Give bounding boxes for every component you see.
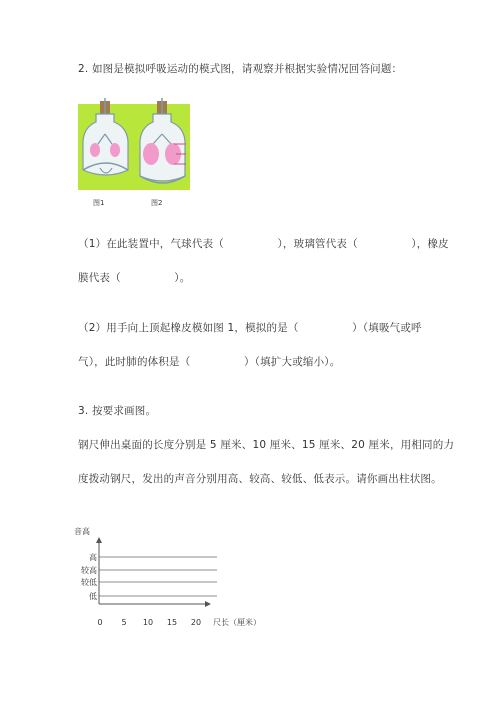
figure1-caption: 图1 bbox=[93, 199, 105, 207]
x-tick-label: 0 bbox=[97, 618, 103, 627]
x-axis-label: 尺长（厘米） bbox=[213, 618, 261, 627]
q3-title: 3. 按要求画图。 bbox=[78, 405, 157, 417]
y-level-label: 较高 bbox=[81, 566, 97, 575]
x-tick-label: 5 bbox=[121, 618, 127, 627]
figure2-caption: 图2 bbox=[151, 199, 163, 207]
breathing-model-figure bbox=[78, 98, 190, 193]
q2-sub1-line1: （1）在此装置中，气球代表（ ），玻璃管代表（ ），橡皮 bbox=[78, 238, 449, 250]
lung-balloon-right-1 bbox=[110, 143, 120, 157]
lung-balloon-left-2 bbox=[143, 143, 159, 165]
x-tick-label: 20 bbox=[190, 618, 202, 627]
y-level-label: 高 bbox=[89, 553, 97, 562]
q3-para-line1: 钢尺伸出桌面的长度分别是 5 厘米、10 厘米、15 厘米、20 厘米，用相同的力 bbox=[78, 439, 455, 451]
q2-sub2-line2: 气），此时肺的体积是（ ）（填扩大或缩小）。 bbox=[78, 356, 341, 368]
q2-title: 2. 如图是模拟呼吸运动的模式图，请观察并根据实验情况回答问题： bbox=[78, 63, 403, 75]
lung-balloon-left-1 bbox=[90, 143, 100, 157]
q3-para-line2: 度拨动钢尺，发出的声音分别用高、较高、较低、低表示。请你画出柱状图。 bbox=[78, 473, 442, 485]
q2-sub2-line1: （2）用手向上顶起橡皮模如图 1，模拟的是（ ）（填吸气或呼 bbox=[78, 322, 422, 334]
y-axis-label: 音高 bbox=[74, 527, 90, 536]
bar-chart bbox=[70, 522, 280, 632]
x-tick-label: 10 bbox=[142, 618, 154, 627]
q2-sub1-line2: 膜代表（ ）。 bbox=[78, 272, 191, 284]
y-level-label: 低 bbox=[89, 592, 97, 601]
chart-svg bbox=[70, 522, 280, 632]
x-tick-label: 15 bbox=[166, 618, 178, 627]
y-level-label: 较低 bbox=[81, 578, 97, 587]
breathing-model-image bbox=[78, 98, 190, 193]
